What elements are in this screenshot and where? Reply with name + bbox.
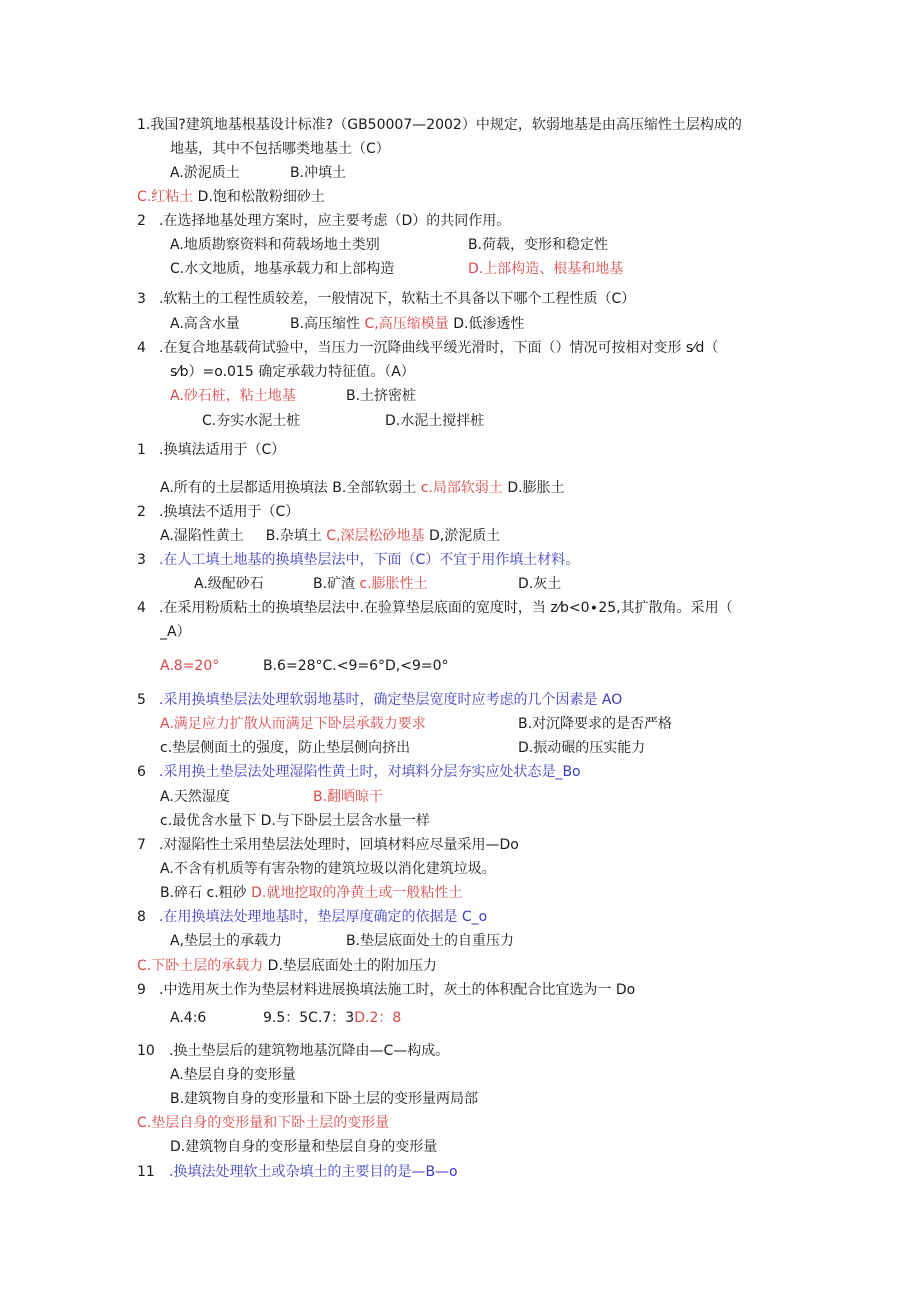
q3-stem [137,289,635,309]
q2-number: 2 [137,213,146,229]
s2-q11-text: .换填法处理软土或杂填土的主要目的是—B—o [169,1164,458,1180]
q2-text: .在选择地基处理方案时，应主要考虑（D）的共同作用。 [159,213,511,229]
q1-option-b: B.冲填土 [290,165,347,181]
s2-q6-text: .采用换土垫层法处理湿陷性黄土时，对填料分层夯实应处状态是_Bo [159,764,581,780]
q4-number: 4 [137,340,146,356]
q4-option-d: D.水泥土搅拌桩 [385,413,485,429]
s2-q1-option-c-answer: c.局部软弱土 [420,480,503,496]
s2-q2-text: .换填法不适用于（C） [159,504,300,520]
s2-q6-option-a: A.天然湿度 [160,789,230,805]
s2-q8-option-b: B.垫层底面处土的自重压力 [346,933,515,949]
q1-option-c-answer: C.红粘土 [137,189,194,205]
s2-q4-stem [137,598,733,618]
q4-text: .在复合地基载荷试验中，当压力一沉降曲线平缓光滑时，下面（）情况可按相对变形 s⁄d（ [159,340,719,356]
q3-option-b: B.高压缩性 [290,316,365,332]
s2-q9-options-bcd [263,1008,401,1028]
q1-stem: 1.我国?建筑地基根基设计标准?（GB50007—2002）中规定，软弱地基是由高压缩性土层构成的 [137,117,742,133]
s2-q8-options-cd [137,956,437,976]
s2-q7-option-a: A.不含有机质等有害杂物的建筑垃圾以消化建筑垃圾。 [160,861,496,877]
q3-option-c-answer: C,高压缩模量 [364,316,449,332]
s2-q8-option-d: D.垫层底面处土的附加压力 [263,958,437,974]
s2-q8-option-c-answer: C.下卧土层的承载力 [137,958,264,974]
s2-q3-option-c-answer: c.膨胀性土 [359,576,428,592]
s2-q2-options [160,526,500,546]
s2-q7-number: 7 [137,837,146,853]
s2-q10-text: .换土垫层后的建筑物地基沉降由—C—构成。 [169,1043,450,1059]
s2-q7-stem [137,835,519,855]
q4-option-a-answer: A.砂石桩，粘土地基 [170,388,296,404]
s2-q9-option-a: A.4:6 [170,1010,207,1026]
s2-q3-number: 3 [137,552,146,568]
s2-q8-stem [137,907,487,927]
s2-q3-option-d: D.灰土 [518,576,562,592]
s2-q2-option-b: B.杂填土 [265,528,327,544]
s2-q10-option-d: D.建筑物自身的变形量和垫层自身的变形量 [170,1139,438,1155]
q3-option-d: D.低渗透性 [448,316,525,332]
s2-q1-option-d: D.膨胀土 [502,480,565,496]
s2-q11-stem [137,1162,458,1182]
s2-q2-number: 2 [137,504,146,520]
q2-option-c: C.水文地质，地基承载力和上部构造 [170,261,395,277]
s2-q4-text: .在采用粉质粘土的换填垫层法中.在验算垫层底面的宽度时，当 z⁄b<0∙25,其扩散角。采用（ [159,600,733,616]
s2-q1-options-ab: A.所有的土层都适用换填法 B.全部软弱土 [160,480,421,496]
s2-q2-option-a: A.湿陷性黄土 [160,528,244,544]
s2-q1-options [160,478,565,498]
s2-q7-options-bc: B.碎石 c.粗砂 [160,885,252,901]
s2-q6-option-b-answer: B.翻晒晾干 [313,789,384,805]
q1-options-cd [137,187,325,207]
q1-option-a: A.淤泥质土 [170,165,240,181]
q4-option-c: C.夯实水泥土桩 [202,413,301,429]
q2-option-d-answer: D.上部构造、根基和地基 [468,261,624,277]
s2-q5-number: 5 [137,692,146,708]
s2-q4-option-a-answer: A.8=20° [160,658,220,674]
s2-q9-options-bc: 9.5：5C.7：3 [263,1010,355,1026]
s2-q9-number: 9 [137,982,146,998]
s2-q10-option-a: A.垫层自身的变形量 [170,1067,296,1083]
s2-q3-stem [137,550,579,570]
s2-q9-stem [137,980,635,1000]
q2-option-a: A.地质勘察资料和荷载场地土类别 [170,237,380,253]
s2-q1-number: 1 [137,442,146,458]
s2-q11-number: 11 [137,1164,155,1180]
s2-q5-option-a-answer: A.满足应力扩散从而满足下卧层承载力要求 [160,716,426,732]
q3-options-bcd [290,314,524,334]
s2-q5-text: .采用换填垫层法处理软弱地基时，确定垫层宽度时应考虑的几个因素是 AO [159,692,623,708]
q1-option-d: D.饱和松散粉细砂土 [193,189,325,205]
q3-option-a: A.高含水量 [170,316,240,332]
s2-q6-number: 6 [137,764,146,780]
s2-q5-option-b: B.对沉降要求的是否严格 [518,716,673,732]
s2-q3-option-b: B.矿渣 [313,576,360,592]
s2-q9-text: .中选用灰土作为垫层材料进展换填法施工时，灰土的体积配合比宜选为一 Do [159,982,636,998]
s2-q4-stem-cont: _A） [160,624,191,640]
s2-q5-stem [137,690,622,710]
s2-q6-stem [137,762,581,782]
s2-q3-options-bc [313,574,428,594]
q2-option-b: B.荷载，变形和稳定性 [468,237,609,253]
q3-number: 3 [137,291,146,307]
s2-q4-number: 4 [137,600,146,616]
q4-stem-cont: s⁄b）=o.015 确定承载力特征值。（A） [170,364,415,380]
s2-q5-option-c: c.垫层侧面土的强度，防止垫层侧向挤出 [160,740,411,756]
s2-q3-option-a: A.级配砂石 [194,576,264,592]
s2-q10-number: 10 [137,1043,155,1059]
s2-q1-text: .换填法适用于（C） [159,442,286,458]
s2-q7-options-bcd [160,883,462,903]
q2-stem [137,211,510,231]
s2-q10-stem [137,1041,449,1061]
s2-q3-text: .在人工填土地基的换填垫层法中，下面（C）不宜于用作填土材料。 [159,552,580,568]
s2-q9-option-d-answer: D.2：8 [354,1010,402,1026]
s2-q4-options-bcd: B.6=28°C.<9=6°D,<9=0° [263,658,449,674]
s2-q7-text: .对湿陷性土采用垫层法处理时，回填材料应尽量采用—Do [159,837,519,853]
s2-q2-stem [137,502,299,522]
q4-option-b: B.土挤密桩 [346,388,417,404]
s2-q2-option-d: D,淤泥质土 [424,528,501,544]
q1-stem-cont: 地基，其中不包括哪类地基土（C） [170,141,390,157]
s2-q1-stem [137,440,285,460]
q3-text: .软粘土的工程性质较差，一般情况下，软粘土不具备以下哪个工程性质（C） [159,291,636,307]
s2-q10-option-c-answer: C.垫层自身的变形量和下卧土层的变形量 [137,1115,390,1131]
s2-q8-option-a: A,垫层土的承载力 [170,933,283,949]
q4-stem [137,338,718,358]
s2-q5-option-d: D.振动碾的压实能力 [518,740,646,756]
s2-q7-option-d-answer: D.就地挖取的净黄土或一般粘性土 [251,885,463,901]
s2-q2-option-c-answer: C,深层松砂地基 [326,528,425,544]
s2-q8-number: 8 [137,909,146,925]
s2-q10-option-b: B.建筑物自身的变形量和下卧土层的变形量两局部 [170,1091,479,1107]
s2-q8-text: .在用换填法处理地基时，垫层厚度确定的依据是 C_o [159,909,488,925]
s2-q6-options-cd: c.最优含水量下 D.与下卧层土层含水量一样 [160,813,430,829]
